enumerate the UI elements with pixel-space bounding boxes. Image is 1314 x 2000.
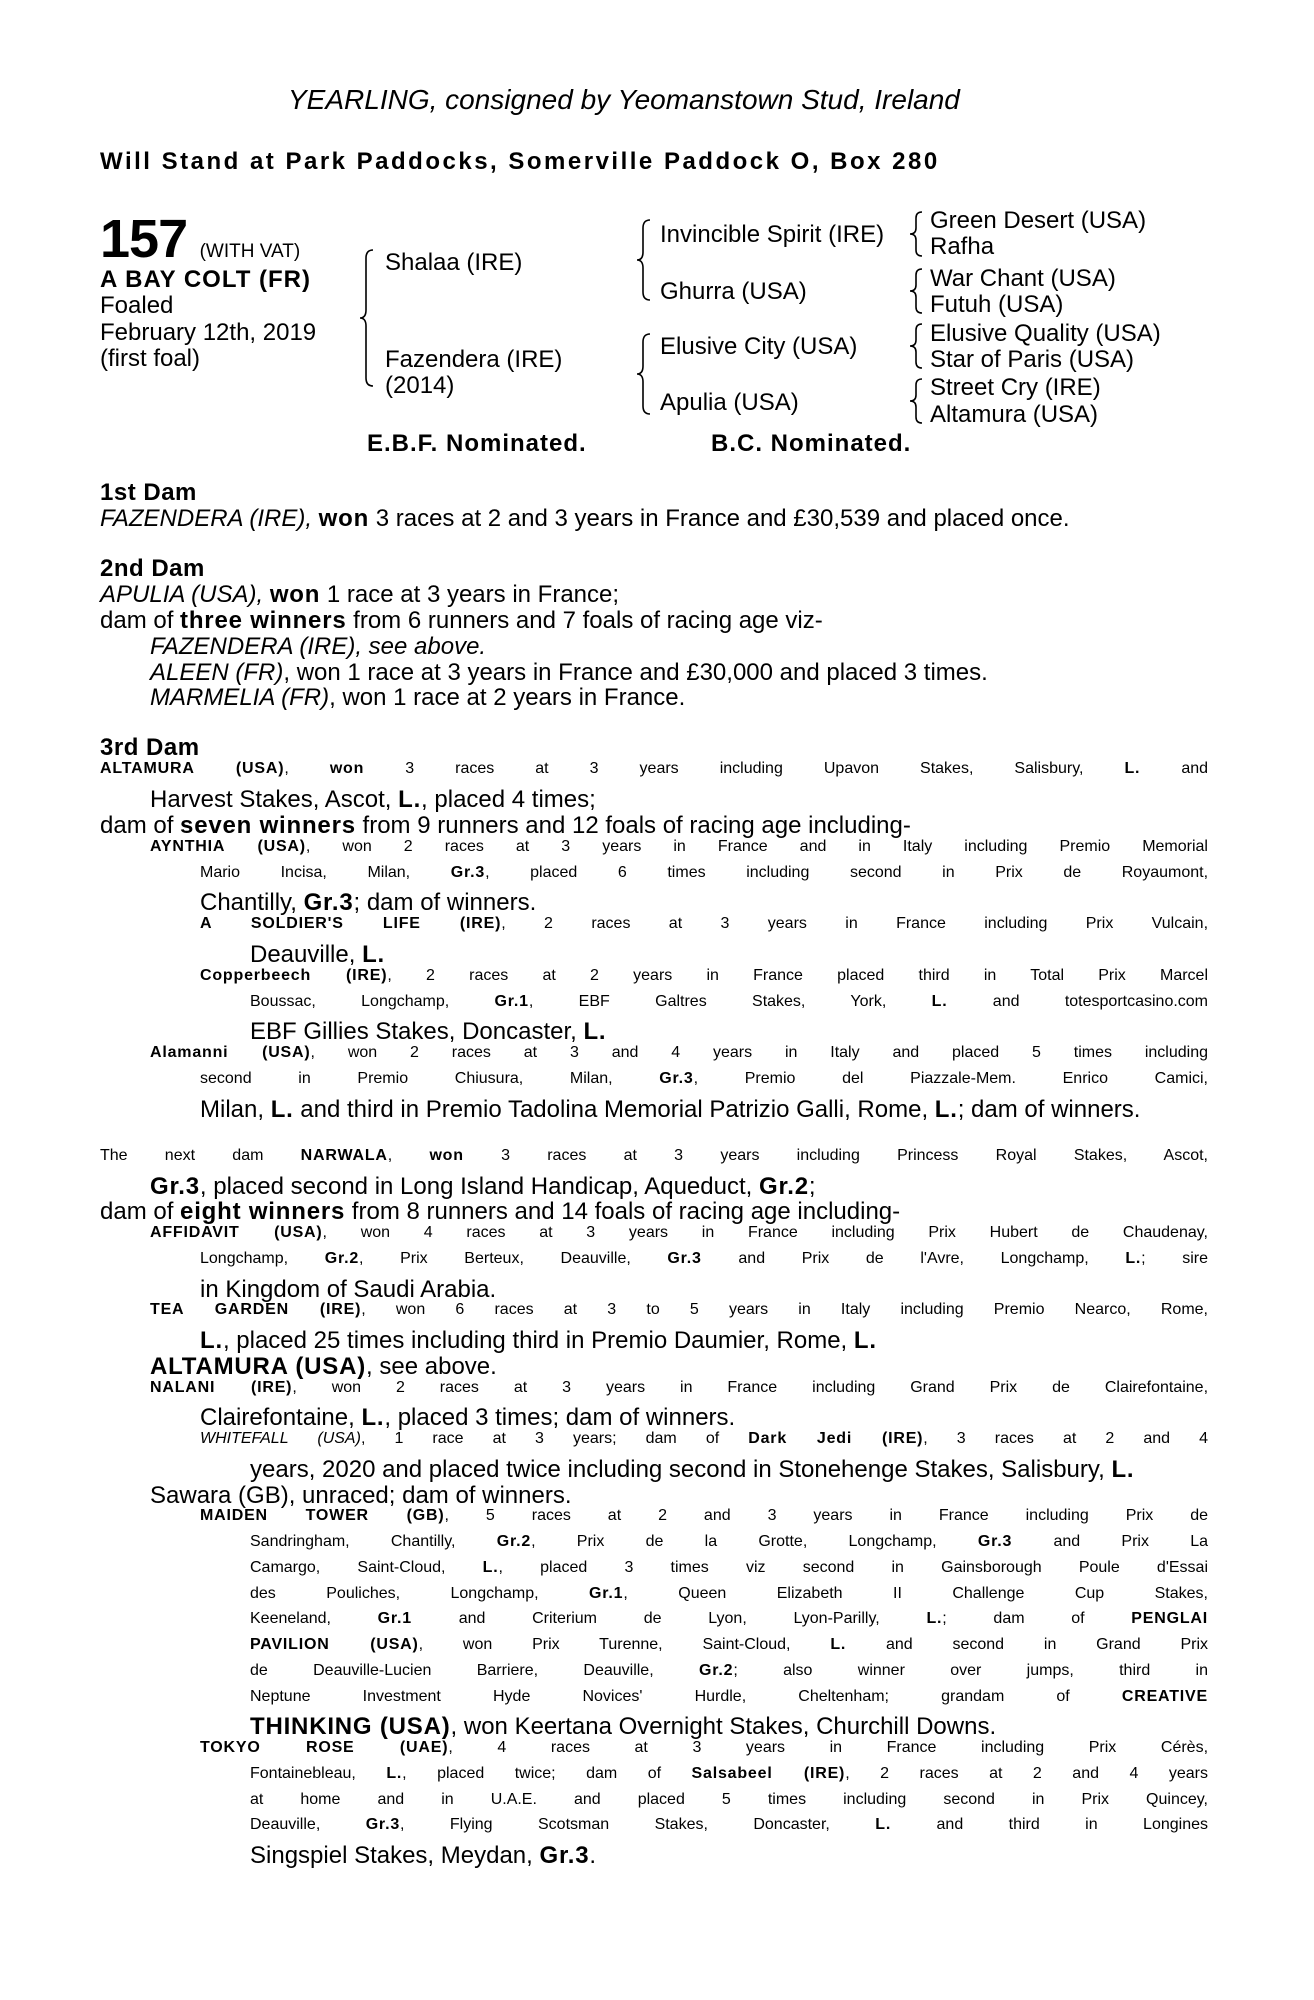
third-dam-line-6: Chantilly, Gr.3; dam of winners. xyxy=(200,889,537,916)
pedigree-sdd: Futuh (USA) xyxy=(930,291,1064,318)
third-dam-line-3: dam of seven winners from 9 runners and 12 foals of racing age including- xyxy=(100,812,911,839)
pedigree-brace-sire xyxy=(640,218,652,302)
next-dam-line-1: The next dam NARWALA, won 3 races at 3 years including Princess Royal Stakes, Ascot, xyxy=(100,1147,1208,1164)
bc-nominated: B.C. Nominated. xyxy=(711,430,912,457)
third-dam-line-8: Deauville, L. xyxy=(250,941,385,968)
third-dam-line-14: Milan, L. and third in Premio Tadolina Memorial Patrizio Galli, Rome, L.; dam of winners. xyxy=(200,1096,1141,1123)
pedigree-ssd: Rafha xyxy=(930,233,995,260)
pedigree-dsd: Star of Paris (USA) xyxy=(930,346,1135,373)
next-dam-line-12: WHITEFALL (USA), 1 race at 3 years; dam of Dark Jedi (IRE), 3 races at 2 and 4 xyxy=(200,1430,1209,1447)
next-dam-line-22: Neptune Investment Hyde Novices' Hurdle, Cheltenham; grandam of CREATIVE xyxy=(250,1688,1208,1705)
second-dam-line-3: FAZENDERA (IRE), see above. xyxy=(150,633,487,660)
next-dam-line-19: Keeneland, Gr.1 and Criterium de Lyon, Lyon-Parilly, L.; dam of PENGLAI xyxy=(250,1610,1209,1627)
lot-number-block xyxy=(100,208,300,270)
next-dam-line-10: NALANI (IRE), won 2 races at 3 years in France including Grand Prix de Clairefontaine, xyxy=(150,1379,1209,1396)
next-dam-line-25: Fontainebleau, L., placed twice; dam of Salsabeel (IRE), 2 races at 2 and 4 years xyxy=(250,1765,1208,1782)
next-dam-line-24: TOKYO ROSE (UAE), 4 races at 3 years in France including Prix Cérès, xyxy=(200,1739,1209,1756)
stand-location: Will Stand at Park Paddocks, Somerville Paddock O, Box 280 xyxy=(100,148,940,175)
next-dam-line-8: L., placed 25 times including third in Premio Daumier, Rome, L. xyxy=(200,1327,877,1354)
pedigree-brace-ds xyxy=(912,322,924,370)
first-dam-heading: 1st Dam xyxy=(100,479,197,506)
second-dam-line-5: MARMELIA (FR), won 1 race at 2 years in France. xyxy=(150,684,686,711)
first-foal-note: (first foal) xyxy=(100,345,201,372)
next-dam-line-27: Deauville, Gr.3, Flying Scotsman Stakes, Doncaster, L. and third in Longines xyxy=(250,1816,1209,1833)
second-dam-line-4: ALEEN (FR), won 1 race at 3 years in France and £30,000 and placed 3 times. xyxy=(150,659,988,686)
next-dam-line-7: TEA GARDEN (IRE), won 6 races at 3 to 5 years in Italy including Premio Nearco, Rome, xyxy=(150,1301,1208,1318)
foaled-label: Foaled xyxy=(100,292,174,319)
pedigree-brace-main xyxy=(363,248,375,388)
next-dam-line-20: PAVILION (USA), won Prix Turenne, Saint-Cloud, L. and second in Grand Prix xyxy=(250,1636,1209,1653)
next-dam-line-9: ALTAMURA (USA), see above. xyxy=(150,1353,497,1380)
pedigree-dss: Elusive Quality (USA) xyxy=(930,320,1161,347)
third-dam-line-7: A SOLDIER'S LIFE (IRE), 2 races at 3 years in France including Prix Vulcain, xyxy=(200,915,1209,932)
next-dam-line-13: years, 2020 and placed twice including second in Stonehenge Stakes, Salisbury, L. xyxy=(250,1456,1135,1483)
next-dam-line-21: de Deauville-Lucien Barriere, Deauville, Gr.2; also winner over jumps, third in xyxy=(250,1662,1208,1679)
next-dam-line-3: dam of eight winners from 8 runners and 14 foals of racing age including- xyxy=(100,1198,901,1225)
next-dam-line-15: MAIDEN TOWER (GB), 5 races at 2 and 3 years in France including Prix de xyxy=(200,1507,1209,1524)
pedigree-ddd: Altamura (USA) xyxy=(930,401,1099,428)
third-dam-line-13: second in Premio Chiusura, Milan, Gr.3, Premio del Piazzale-Mem. Enrico Camici, xyxy=(200,1070,1208,1087)
pedigree-sds: War Chant (USA) xyxy=(930,265,1116,292)
second-dam-line-2: dam of three winners from 6 runners and 7 foals of racing age viz- xyxy=(100,607,823,634)
next-dam-line-2: Gr.3, placed second in Long Island Handicap, Aqueduct, Gr.2; xyxy=(150,1173,816,1200)
next-dam-line-6: in Kingdom of Saudi Arabia. xyxy=(200,1276,497,1303)
pedigree-sire: Shalaa (IRE) xyxy=(385,249,523,276)
pedigree-dam-year: (2014) xyxy=(385,372,455,399)
pedigree-dam-dam: Apulia (USA) xyxy=(660,389,799,416)
pedigree-brace-sd xyxy=(912,267,924,315)
pedigree-sire-sire: Invincible Spirit (IRE) xyxy=(660,221,885,248)
next-dam-line-5: Longchamp, Gr.2, Prix Berteux, Deauville, Gr.3 and Prix de l'Avre, Longchamp, L.; sire xyxy=(200,1250,1209,1267)
vat-note: (WITH VAT) xyxy=(199,241,301,262)
pedigree-brace-dam xyxy=(640,332,652,416)
lot-name: A BAY COLT (FR) xyxy=(100,266,311,293)
third-dam-line-5: Mario Incisa, Milan, Gr.3, placed 6 times including second in Prix de Royaumont, xyxy=(200,864,1209,881)
third-dam-line-4: AYNTHIA (USA), won 2 races at 3 years in France and in Italy including Premio Memorial xyxy=(150,838,1208,855)
second-dam-line-1: APULIA (USA), won 1 race at 3 years in France; xyxy=(100,581,620,608)
next-dam-line-4: AFFIDAVIT (USA), won 4 races at 3 years in France including Prix Hubert de Chaudenay, xyxy=(150,1224,1209,1241)
next-dam-line-26: at home and in U.A.E. and placed 5 times including second in Prix Quincey, xyxy=(250,1791,1208,1808)
foaled-date: February 12th, 2019 xyxy=(100,319,317,346)
next-dam-line-14: Sawara (GB), unraced; dam of winners. xyxy=(150,1482,572,1509)
third-dam-line-11: EBF Gillies Stakes, Doncaster, L. xyxy=(250,1018,607,1045)
pedigree-dds: Street Cry (IRE) xyxy=(930,374,1101,401)
third-dam-line-9: Copperbeech (IRE), 2 races at 2 years in France placed third in Total Prix Marcel xyxy=(200,967,1209,984)
ebf-nominated: E.B.F. Nominated. xyxy=(367,430,587,457)
lot-number: 157 xyxy=(100,209,188,269)
next-dam-line-23: THINKING (USA), won Keertana Overnight Stakes, Churchill Downs. xyxy=(250,1713,997,1740)
consignor-heading: YEARLING, consigned by Yeomanstown Stud, Ireland xyxy=(288,84,960,115)
first-dam-line: FAZENDERA (IRE), won 3 races at 2 and 3 years in France and £30,539 and placed once. xyxy=(100,505,1070,532)
second-dam-heading: 2nd Dam xyxy=(100,555,205,582)
third-dam-line-10: Boussac, Longchamp, Gr.1, EBF Galtres Stakes, York, L. and totesportcasino.com xyxy=(250,993,1209,1010)
third-dam-line-1: ALTAMURA (USA), won 3 races at 3 years including Upavon Stakes, Salisbury, L. and xyxy=(100,760,1209,777)
next-dam-line-11: Clairefontaine, L., placed 3 times; dam of winners. xyxy=(200,1404,736,1431)
next-dam-line-16: Sandringham, Chantilly, Gr.2, Prix de la Grotte, Longchamp, Gr.3 and Prix La xyxy=(250,1533,1208,1550)
pedigree-sss: Green Desert (USA) xyxy=(930,207,1147,234)
pedigree-brace-ss xyxy=(912,210,924,258)
next-dam-line-17: Camargo, Saint-Cloud, L., placed 3 times viz second in Gainsborough Poule d'Essai xyxy=(250,1559,1209,1576)
third-dam-line-12: Alamanni (USA), won 2 races at 3 and 4 years in Italy and placed 5 times including xyxy=(150,1044,1208,1061)
next-dam-line-18: des Pouliches, Longchamp, Gr.1, Queen Elizabeth II Challenge Cup Stakes, xyxy=(250,1585,1208,1602)
pedigree-brace-dd xyxy=(912,377,924,425)
pedigree-dam: Fazendera (IRE) xyxy=(385,346,563,373)
next-dam-line-28: Singspiel Stakes, Meydan, Gr.3. xyxy=(250,1842,597,1869)
pedigree-sire-dam: Ghurra (USA) xyxy=(660,278,807,305)
pedigree-dam-sire: Elusive City (USA) xyxy=(660,333,858,360)
third-dam-line-2: Harvest Stakes, Ascot, L., placed 4 times; xyxy=(150,786,596,813)
third-dam-heading: 3rd Dam xyxy=(100,734,200,761)
